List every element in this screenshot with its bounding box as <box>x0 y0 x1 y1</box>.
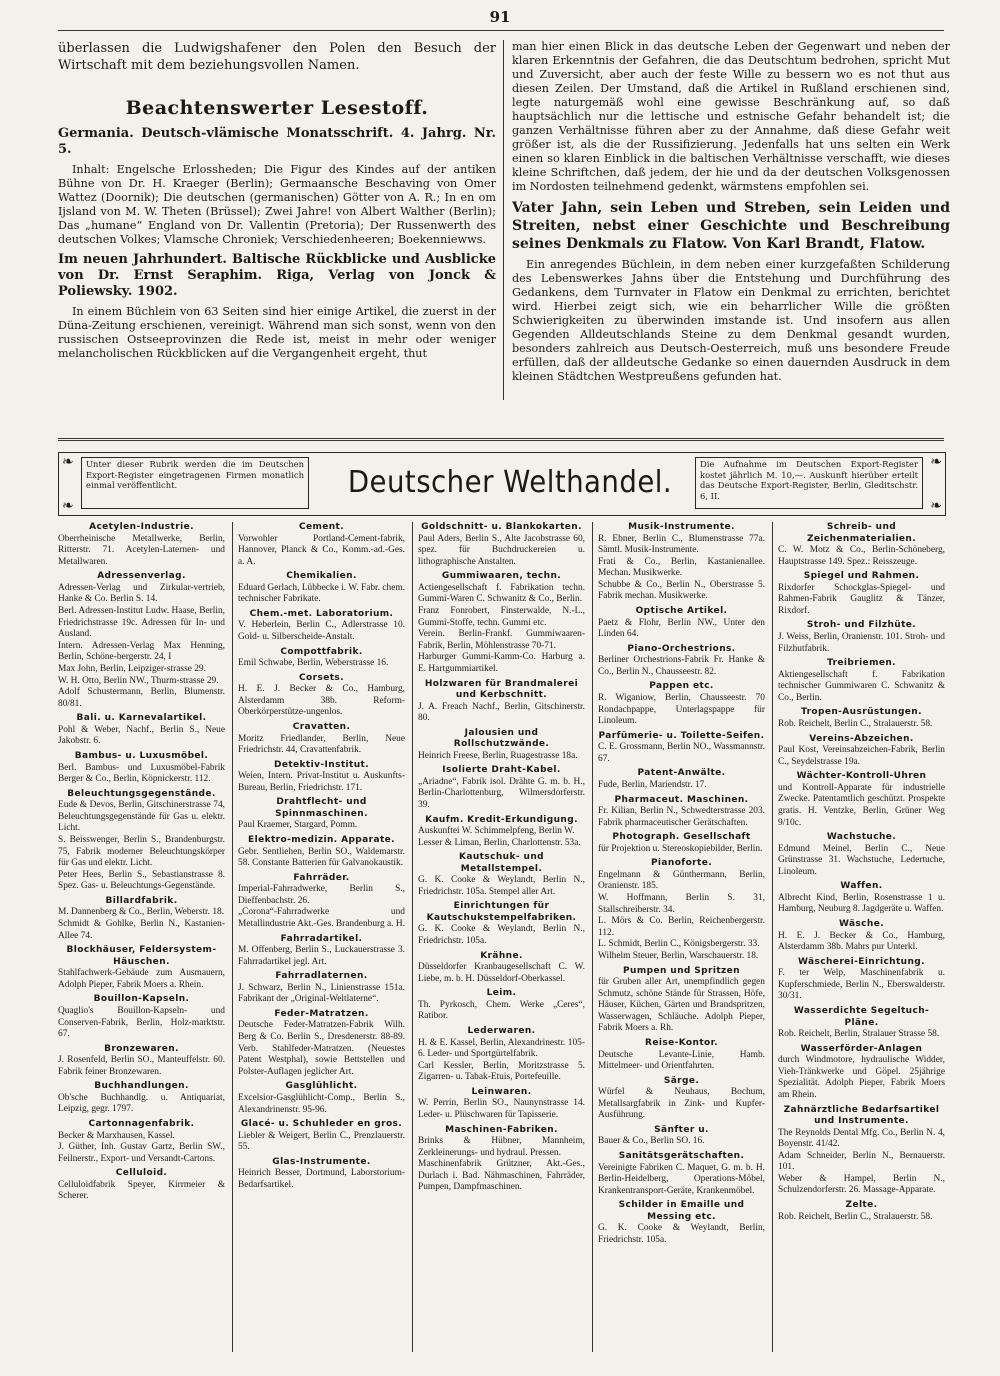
category-heading: Elektro-medizin. Apparate. <box>248 835 395 845</box>
category-heading: Einrichtungen für Kautschukstempelfabriken. <box>426 901 577 923</box>
category-heading: Reise-Kontor. <box>645 1038 718 1048</box>
firm-entry: F. ter Welp, Maschinenfabrik u. Kupferschmiede, Berlin N., Eberswalderstr. 30/31. <box>778 968 945 1002</box>
category-heading: Gummiwaaren, techn. <box>441 571 562 582</box>
category-heading: Fahrradlaternen. <box>275 971 368 982</box>
firm-entry: Frati & Co., Berlin, Kastanienallee. Mechan. Musikwerke. <box>598 556 765 579</box>
firm-entry: W. H. Otto, Berlin NW., Thurm-strasse 29. <box>58 675 219 686</box>
category-heading: Chemikalien. <box>286 571 357 582</box>
firm-entry: Peter Hees, Berlin S., Sebastianstrasse 8. Spez. Gas- u. Beleuchtungs-Gegenstände. <box>58 869 225 892</box>
category-heading: Pappen etc. <box>649 681 714 692</box>
firm-entry: Adam Schneider, Berlin N., Bernauerstr. 101. <box>778 1150 945 1173</box>
firm-entry: Lesser & Liman, Berlin, Charlottenstr. 53a. <box>418 837 581 848</box>
firm-entry: Stahlfachwerk-Gebäude zum Ausmauern, Adolph Pieper, Fabrik Moers a. Rhein. <box>58 968 225 990</box>
category-heading: Beleuchtungsgegenstände. <box>67 788 216 799</box>
category-heading: Tropen-Ausrüstungen. <box>801 707 922 718</box>
firm-entry: Weber & Hampel, Berlin N., Schulzendorferstr. 26. Massage-Apparate. <box>778 1173 945 1196</box>
category-heading: Schilder in Emaille und Messing etc. <box>618 1200 745 1222</box>
category-heading: Adressenverlag. <box>97 571 186 582</box>
top-rule <box>58 30 944 31</box>
category-heading: Krähne. <box>480 950 523 961</box>
category-heading: Leinwaren. <box>471 1086 532 1097</box>
review-body-vater-jahn: Ein anregendes Büchlein, in dem neben einer kurzgefaßten Schilderung des Lebenswerkes Jahns über die Entstehung und Durchführung des Gedankens, dem Turnvater in Flatow ein Denkmal zu errichten, berichtet wird. Hierbei zeigt sich, wie ein beharrlicher Wille die größten Schwierigkeiten zu überwinden imstande ist. Und insofern aus allen Gegenden Alldeutschlands Steine zu dem Denkmal gesandt wurden, besonders zahlreich aus Deutsch-Oesterreich, muß uns besondere Freude erfüllen, daß der alldeutsche Gedanke so einen dauernden Ausdruck in dem kleinen Städtchen Westpreußens gefunden hat. <box>512 258 950 383</box>
firm-entry: Bauer & Co., Berlin SO. 16. <box>598 1136 705 1147</box>
category-heading: Parfümerie- u. Toilette-Seifen. <box>598 730 765 741</box>
category-heading: Pharmaceut. Maschinen. <box>614 794 749 805</box>
category-heading: Schreib- und Zeichenmaterialien. <box>806 522 917 544</box>
review-title-jahrhundert: Im neuen Jahrhundert. Baltische Rückblicke und Ausblicke von Dr. Ernst Seraphim. Riga, Verlag von Jonck & Poliewsky. 1902. <box>58 252 496 299</box>
category-heading: Cement. <box>298 522 345 532</box>
review-title-germania: Germania. Deutsch-vlämische Monatsschrift. 4. Jahrg. Nr. 5. <box>58 126 496 157</box>
firm-entry: Vereinigte Fabriken C. Maquet, G. m. b. H. Berlin-Heidelberg, Operations-Möbel, Krankentransport-Geräte, Krankenmöbel. <box>598 1162 765 1196</box>
category-heading: Billardfabrik. <box>105 895 178 906</box>
banner-title: Deutscher Welthandel. <box>347 465 673 500</box>
category-heading: Waffen. <box>840 881 883 892</box>
firm-entry: Adressen-Verlag und Zirkular-vertrieb, Hanke & Co. Berlin S. 14. <box>58 582 225 605</box>
left-text-column <box>58 40 496 408</box>
category-heading: Bouillon-Kapseln. <box>93 994 190 1005</box>
category-heading: Särge. <box>663 1075 700 1086</box>
firm-entry: Intern. Adressen-Verlag Max Henning, Berlin, Schöne-bergerstr. 24, I <box>58 640 225 663</box>
firm-entry: Albrecht Kind, Berlin, Rosenstrasse 1 u. Hamburg, Neuburg 8. Jagdgeräte u. Waffen. <box>778 892 945 915</box>
firm-entry: Emil Schwabe, Berlin, Weberstrasse 16. <box>238 658 389 669</box>
firm-entry: Paul Kost, Vereinsabzeichen-Fabrik, Berlin C., Seydelstrasse 19a. <box>778 745 945 767</box>
firm-entry: Deutsche Levante-Linie, Hamb. Mittelmeer- und Orientfahrten. <box>598 1049 765 1072</box>
firm-directory <box>58 522 944 1362</box>
category-heading: Wäscherei-Einrichtung. <box>798 956 925 967</box>
category-heading: Pumpen und Spritzen <box>623 965 740 976</box>
firm-entry: W. Hoffmann, Berlin S. 31, Stallschreiberstr. 34. <box>598 892 765 915</box>
category-heading: Photograph. Gesellschaft <box>612 832 751 843</box>
firm-entry: Becker & Marxhausen, Kassel. <box>58 1130 175 1141</box>
firm-entry: Verein. Berlin-Frankf. Gummiwaaren-Fabrik, Berlin, Möhlenstrasse 70-71. <box>418 629 585 651</box>
firm-entry: Pohl & Weber, Nachf., Berlin S., Neue Jakobstr. 6. <box>58 724 225 747</box>
firm-entry: „Corona“-Fahrradwerke und Metallindustrie Akt.-Ges. Brandenburg a. H. <box>238 907 405 929</box>
firm-entry: Schubbe & Co., Berlin N., Oberstrasse 5. Fabrik mechan. Musikwerke. <box>598 579 765 602</box>
firm-entry: C. E. Grossmann, Berlin NO., Wassmannstr. 67. <box>598 742 765 764</box>
category-heading: Buchhandlungen. <box>94 1081 189 1092</box>
firm-entry: Berliner Orchestrions-Fabrik Fr. Hanke & Co., Berlin N., Chausseestr. 82. <box>598 655 765 677</box>
firm-entry: Rob. Reichelt, Berlin, Stralauer Strasse 58. <box>778 1029 940 1040</box>
category-heading: Jalousien und Rollschutzwände. <box>453 727 550 750</box>
firm-entry: Paul Aders, Berlin S., Alte Jacobstrasse 60, spez. für Buchdruckereien u. lithographische Anstalten. <box>418 533 585 567</box>
firm-entry: Deutsche Feder-Matratzen-Fabrik Wilh. Berg & Co. Berlin S., Dresdenerstr. 88-89. Verb. Stahlfeder-Matratzen. (Neuestes Patent Westphal), sowie Bettstellen und Polster-Auflagen jeglicher Art. <box>238 1020 405 1077</box>
category-heading: Leim. <box>486 988 517 999</box>
category-heading: Feder-Matratzen. <box>274 1008 369 1019</box>
firm-entry: J. Weiss, Berlin, Oranienstr. 101. Stroh- und Filzhutfabrik. <box>778 631 945 654</box>
firm-entry: Eduard Gerlach, Lübbecke i. W. Fabr. chem. technischer Fabrikate. <box>238 582 405 605</box>
category-heading: Detektiv-Institut. <box>273 759 370 770</box>
column-rule <box>772 522 773 1352</box>
category-heading: Cartonnagenfabrik. <box>88 1119 195 1130</box>
firm-entry: J. A. Freach Nachf., Berlin, Gitschinerstr. 80. <box>418 701 585 724</box>
firm-entry: Weien, Intern. Privat-Institut u. Auskunfts-Bureau, Berlin, Friedrichstr. 171. <box>238 771 405 793</box>
category-heading: Piano-Orchestrions. <box>627 643 736 654</box>
firm-entry: Berl. Adressen-Institut Ludw. Haase, Berlin, Friedrichstrasse 19c. Adressen für In- und Ausland. <box>58 605 225 640</box>
category-heading: Glacé- u. Schuhleder en gros. <box>240 1119 403 1130</box>
category-heading: Wachstuche. <box>826 832 897 843</box>
firm-entry: Würfel & Neuhaus, Bochum, Metallsargfabrik in Zink- und Kupfer-Ausführung. <box>598 1087 765 1121</box>
firm-entry: L. Mörs & Co. Berlin, Reichenbergerstr. 112. <box>598 916 765 938</box>
right-text-column <box>512 40 950 408</box>
firm-entry: Franz Fonrobert, Finsterwalde, N.-L., Gummi-Stoffe, techn. Gummi etc. <box>418 605 585 628</box>
category-heading: Optische Artikel. <box>635 606 728 617</box>
firm-entry: H. E. J. Becker & Co., Hamburg, Alsterdamm 38b. Reform-Oberkörperstütze-ungenlos. <box>238 684 405 718</box>
firm-entry: Gebr. Sentliehen, Berlin SO., Waldemarstr. 58. Constante Batterien für Galvanokaustik. <box>238 846 405 869</box>
firm-entry: Actiengesellschaft f. Fabrikation techn. Gummi-Waren C. Schwanitz & Co., Berlin. <box>418 582 585 605</box>
category-heading: Bali. u. Karnevalartikel. <box>76 713 207 724</box>
firm-entry: Auskunftei W. Schimmelpfeng, Berlin W. <box>418 826 575 837</box>
firm-entry: Aktiengesellschaft f. Fabrikation technischer Gummiwaren C. Schwanitz & Co., Berlin. <box>778 669 945 703</box>
firm-entry: H. E. J. Becker & Co., Hamburg, Alsterdamm 38b. Mahrs pur Unterkl. <box>778 930 945 953</box>
category-heading: Wäsche. <box>838 919 885 930</box>
category-heading: Vereins-Abzeichen. <box>809 733 914 744</box>
category-heading: Wasserdichte Segeltuch-Pläne. <box>793 1006 930 1028</box>
firm-entry: Imperial-Fahrradwerke, Berlin S., Dieffenbachstr. 26. <box>238 884 405 906</box>
firm-entry: Excelsior-Gasglühlicht-Comp., Berlin S., Alexandrinenstr. 95-96. <box>238 1092 405 1115</box>
firm-entry: G. K. Cooke & Weylandt, Berlin, Friedrichstr. 105a. <box>598 1223 765 1245</box>
firm-entry: M. Offenberg, Berlin S., Luckauerstrasse 3. Fahrradartikel jegl. Art. <box>238 945 405 967</box>
category-heading: Acetylen-Industrie. <box>89 522 194 532</box>
ornament-icon: ❧ <box>930 498 942 514</box>
category-heading: Bronzewaren. <box>104 1043 179 1054</box>
firm-entry: Oberrheinische Metallwerke, Berlin, Ritterstr. 71. Acetylen-Laternen- und Metallwaren. <box>58 533 225 567</box>
firm-entry: J. Rosenfeld, Berlin SO., Manteuffelstr. 60. Fabrik feiner Bronzewaren. <box>58 1055 225 1077</box>
firm-entry: Heinrich Freese, Berlin, Ruagestrasse 18a. <box>418 750 578 761</box>
ornament-icon: ❧ <box>62 498 74 514</box>
category-heading: Celluloid. <box>115 1168 168 1179</box>
category-heading: Goldschnitt- u. Blankokarten. <box>421 522 582 532</box>
category-heading: Kaufm. Kredit-Erkundigung. <box>425 814 578 825</box>
firm-entry: G. K. Cooke & Weylandt, Berlin N., Friedrichstr. 105a. <box>418 924 585 947</box>
category-heading: Pianoforte. <box>650 858 713 869</box>
upper-section <box>58 40 950 408</box>
firm-entry: V. Heberlein, Berlin C., Adlerstrasse 10. Gold- u. Silberscheide-Anstalt. <box>238 620 405 643</box>
firm-entry: Fude, Berlin, Mariendstr. 17. <box>598 779 707 790</box>
firm-entry: Celluloidfabrik Speyer, Kirrmeier & Scherer. <box>58 1179 225 1202</box>
category-heading: Isolierte Draht-Kabel. <box>442 765 561 776</box>
firm-entry: Vorwohler Portland-Cement-fabrik, Hannover, Planck & Co., Komm.-ad.-Ges. a. A. <box>238 533 405 567</box>
column-rule <box>412 522 413 1352</box>
category-heading: Zelte. <box>845 1200 878 1211</box>
ornament-icon: ❧ <box>930 454 942 470</box>
firm-entry: C. W. Motz & Co., Berlin-Schöneberg, Hauptstrasse 149. Spez.: Reisszeuge. <box>778 545 945 567</box>
firm-entry: Fr. Kilian, Berlin N., Schwedterstrasse 203. Fabrik pharmaceutischer Gerätschaften. <box>598 806 765 828</box>
firm-entry: H. & E. Kassel, Berlin, Alexandrinestr. 105-6. Leder- und Sportgürtelfabrik. <box>418 1037 585 1060</box>
firm-entry: und Kontroll-Apparate für industrielle Zwecke. Patentamtlich geschützt. Prospekte gratis. H. Ventzke, Berlin, Grüner Weg 9/10c. <box>778 782 945 828</box>
directory-column-1 <box>58 522 225 1362</box>
category-heading: Maschinen-Fabriken. <box>445 1124 558 1135</box>
firm-entry: Berl. Bambus- und Luxusmöbel-Fabrik Berger & Co., Berlin, Köpnickerstr. 112. <box>58 762 225 785</box>
ornament-icon: ❧ <box>62 454 74 470</box>
firm-entry: Carl Kessler, Berlin, Moritzstrasse 5. Zigarren- u. Tabak-Etuis, Portefeuille. <box>418 1060 585 1083</box>
directory-column-5 <box>778 522 945 1362</box>
category-heading: Lederwaren. <box>467 1026 536 1037</box>
firm-entry: Moritz Friedlander, Berlin, Neue Friedrichstr. 44, Cravattenfabrik. <box>238 733 405 756</box>
category-heading: Blockhäuser, Feldersystem-Häuschen. <box>66 945 217 967</box>
firm-entry: Th. Pyrkosch, Chem. Werke „Ceres“, Ratibor. <box>418 999 585 1022</box>
firm-entry: Engelmann & Günthermann, Berlin, Oranienstr. 185. <box>598 869 765 892</box>
firm-entry: Ob'sche Buchhandlg. u. Antiquariat, Leipzig, gegr. 1797. <box>58 1092 225 1115</box>
firm-entry: W. Perrin, Berlin SO., Naunynstrasse 14. Leder- u. Plüschwaren für Tapisserie. <box>418 1098 585 1120</box>
firm-entry: Schmidt & Gohlke, Berlin N., Kastanien-Allee 74. <box>58 919 225 941</box>
firm-entry: Düsseldorfer Kranbaugesellschaft C. W. Liebe, m. b. H. Düsseldorf-Oberkassel. <box>418 962 585 984</box>
category-heading: Patent-Anwälte. <box>637 768 726 779</box>
firm-entry: „Ariadne“, Fabrik isol. Drähte G. m. b. H., Berlin-Charlottenburg, Wilmersdorferstr. 39. <box>418 776 585 810</box>
firm-entry: Rixdorfer Schockglas-Spiegel- und Rahmen-Fabrik Gauglitz & Tänzer, Rixdorf. <box>778 582 945 616</box>
review-title-vater-jahn: Vater Jahn, sein Leben und Streben, sein Leiden und Streiten, nebst einer Geschichte und Beschreibung seines Denkmals zu Flatow. Von Karl Brandt, Flatow. <box>512 200 950 252</box>
page-number: 91 <box>489 8 511 26</box>
category-heading: Corsets. <box>299 672 344 683</box>
directory-column-3 <box>418 522 585 1362</box>
firm-entry: J. Güther, Inh. Gustav Gartz, Berlin SW., Feilnerstr., Export- und Versandt-Cartons. <box>58 1142 225 1164</box>
column-rule <box>592 522 593 1352</box>
continuation-text-right: man hier einen Blick in das deutsche Leben der Gegenwart und neben der klaren Erkenntnis der Gefahren, die das Deutschtum bedrohen, spricht Mut und Zuversicht, aber auch der feste Wille zu bessern wo es not thut aus diesen Zeilen. Der Umstand, daß die Artikel in Rußland erschienen sind, legte naturgemäß wohl eine gewisse Beschränkung auf, so daß hauptsächlich nur die lettische und estnische Gefahr behandelt ist; die ganzen Verhältnisse führen aber zu der Annahme, daß diese Gefahr weit größer ist, als die der Russifizierung. Jedenfalls hat uns selten ein Werk einen so klaren Einblick in die baltischen Verhältnisse verschafft, wie dieses kleine Schriftchen, daß jedem, der hie und da der deutschen Volksgenossen im Nordosten teilnehmend gedenkt, wärmstens empfohlen sei. <box>512 40 950 193</box>
category-heading: Wächter-Kontroll-Uhren <box>796 771 927 782</box>
category-heading: Kautschuk- und Metallstempel. <box>459 852 544 874</box>
column-rule <box>232 522 233 1352</box>
section-separator <box>58 438 944 441</box>
category-heading: Fahrradartikel. <box>280 933 363 944</box>
firm-entry: Heinrich Besser, Dortmund, Laborstorium-Bedarfsartikel. <box>238 1168 405 1190</box>
firm-entry: Paul Kraemer, Stargard, Pomm. <box>238 820 358 831</box>
category-heading: Sänfter u. <box>654 1124 709 1135</box>
firm-entry: für Gruben aller Art, unempfindlich gegen Schmutz, schöne Stände für Strassen, Höfe, Häuser, Küchen, Gärten und Brandspritzen, Wasserwagen, Schläuche. Adolph Pieper, Fabrik Moers a. Rh. <box>598 977 765 1034</box>
section-title: Beachtenswerter Lesestoff. <box>125 97 429 119</box>
category-heading: Fahrräder. <box>293 872 350 883</box>
firm-entry: J. Schwarz, Berlin N., Linienstrasse 151a. Fabrikant der „Original-Weltlaterne“. <box>238 982 405 1005</box>
firm-entry: Harburger Gummi-Kamm-Co. Harburg a. E. Hartgummiartikel. <box>418 652 585 674</box>
category-heading: Sanitätsgerätschaften. <box>618 1151 745 1162</box>
directory-column-2 <box>238 522 405 1362</box>
firm-entry: R. Ebner, Berlin C., Blumenstrasse 77a. Sämtl. Musik-Instrumente. <box>598 533 765 556</box>
welthandel-banner <box>58 452 946 516</box>
firm-entry: durch Windmotore, hydraulische Widder, Vieh-Tränkwerke und Göpel. 25jährige Spezialität. Adolph Pieper, Fabrik Moers am Rhein. <box>778 1055 945 1100</box>
firm-entry: Rob. Reichelt, Berlin C., Stralauerstr. 58. <box>778 1211 933 1222</box>
banner-right-note: Die Aufnahme im Deutschen Export-Register kostet jährlich M. 10,—. Auskunft hierüber erteilt das Deutsche Export-Register, Berlin, Gleditschstr. 6, II. <box>695 457 923 509</box>
banner-left-note: Unter dieser Rubrik werden die im Deutschen Export-Register eingetragenen Firmen monatlich einmal veröffentlicht. <box>81 457 309 509</box>
firm-entry: Eude & Devos, Berlin, Gitschinerstrasse 74, Beleuchtungsgegenstände für Gas u. elektr. Licht. <box>58 800 225 834</box>
category-heading: Treibriemen. <box>827 658 896 669</box>
firm-entry: R. Wiganiow, Berlin, Chausseestr. 70 Rondachpappe, Unterlagspappe für Linoleum. <box>598 692 765 727</box>
firm-entry: für Projektion u. Stereoskopiebilder, Berlin. <box>598 843 763 854</box>
category-heading: Glas-Instrumente. <box>272 1156 371 1167</box>
category-heading: Gasglühlicht. <box>285 1081 358 1092</box>
firm-entry: Liebler & Weigert, Berlin C., Prenzlauerstr. 55. <box>238 1130 405 1153</box>
review-body-germania: Inhalt: Engelsche Erlossheden; Die Figur des Kindes auf der antiken Bühne von Dr. H. Kraeger (Berlin); Germaansche Beschaving von Omer Wattez (Doornik); Die deutschen (germanischen) Götter von A. R.; In en om Ijsland von M. W. Theten (Brüssel); Zwei Jahre! von Albert Walther (Berlin); Das „humane“ England von Dr. Vallentin (Pretoria); Der Russenwerth des deutschen Volkes; Vlamsche Chroniek; Verschiedenheeren; Boekenniewws. <box>58 163 496 246</box>
firm-entry: The Reynolds Dental Mfg. Co., Berlin N. 4, Boyenstr. 41/42. <box>778 1127 945 1150</box>
category-heading: Musik-Instrumente. <box>628 522 735 532</box>
firm-entry: Brinks & Hübner, Mannheim, Zerkleinerungs- und hydraul. Pressen. <box>418 1136 585 1158</box>
category-heading: Chem.-met. Laboratorium. <box>249 608 394 619</box>
firm-entry: G. K. Cooke & Weylandt, Berlin N., Friedrichstr. 105a. Stempel aller Art. <box>418 875 585 897</box>
directory-column-4 <box>598 522 765 1362</box>
column-rule <box>503 40 504 400</box>
category-heading: Compottfabrik. <box>280 646 363 657</box>
firm-entry: Adolf Schustermann, Berlin, Blumenstr. 80/81. <box>58 687 225 709</box>
category-heading: Holzwaren für Brandmalerei und Kerbschnitt. <box>424 678 579 701</box>
category-heading: Bambus- u. Luxusmöbel. <box>74 751 209 761</box>
category-heading: Zahnärztliche Bedarfsartikel und Instrumente. <box>783 1104 940 1126</box>
review-body-jahrhundert: In einem Büchlein von 63 Seiten sind hier einige Artikel, die zuerst in der Düna-Zeitung erschienen, vereinigt. Während man sich sonst, wenn von den russischen Ostseeprovinzen die Rede ist, meist in mehr oder weniger melancholischen Rückblicken auf die Vergangenheit ergeht, thut <box>58 305 496 360</box>
firm-entry: Rob. Reichelt, Berlin C., Stralauerstr. 58. <box>778 718 933 729</box>
firm-entry: M. Dannenberg & Co., Berlin, Weberstr. 18. <box>58 907 225 918</box>
category-heading: Drahtflecht- und Spinnmaschinen. <box>275 797 368 819</box>
firm-entry: Wilhelm Steuer, Berlin, Warschauerstr. 18. <box>598 950 759 961</box>
firm-entry: Maschinenfabrik Grützner, Akt.-Ges., Durlach i. Bad. Nähmaschinen, Fahrräder, Pumpen, Dampfmaschinen. <box>418 1159 585 1193</box>
firm-entry: Paetz & Flohr, Berlin NW., Unter den Linden 64. <box>598 617 765 640</box>
firm-entry: Max John, Berlin, Leipziger-strasse 29. <box>58 663 206 674</box>
continuation-text: überlassen die Ludwigshafener den Polen den Besuch der Wirtschaft mit dem beziehungsvollen Namen. <box>58 41 496 73</box>
category-heading: Stroh- und Filzhüte. <box>806 620 917 631</box>
firm-entry: L. Schmidt, Berlin C., Königsbergerstr. 33. <box>598 939 760 950</box>
firm-entry: Edmund Meinel, Berlin C., Neue Grünstrasse 31. Wachstuche, Ledertuche, Linoleum. <box>778 843 945 877</box>
firm-entry: Quaglio's Bouillon-Kapseln- und Conserven-Fabrik, Berlin, Holz-marktstr. 67. <box>58 1005 225 1040</box>
category-heading: Cravatten. <box>292 722 351 733</box>
category-heading: Spiegel und Rahmen. <box>803 571 920 582</box>
category-heading: Wasserförder-Anlagen <box>800 1043 923 1054</box>
firm-entry: S. Beisswenger, Berlin S., Brandenburgstr. 75, Fabrik moderner Beleuchtungskörper für Gas und elektr. Licht. <box>58 834 225 869</box>
